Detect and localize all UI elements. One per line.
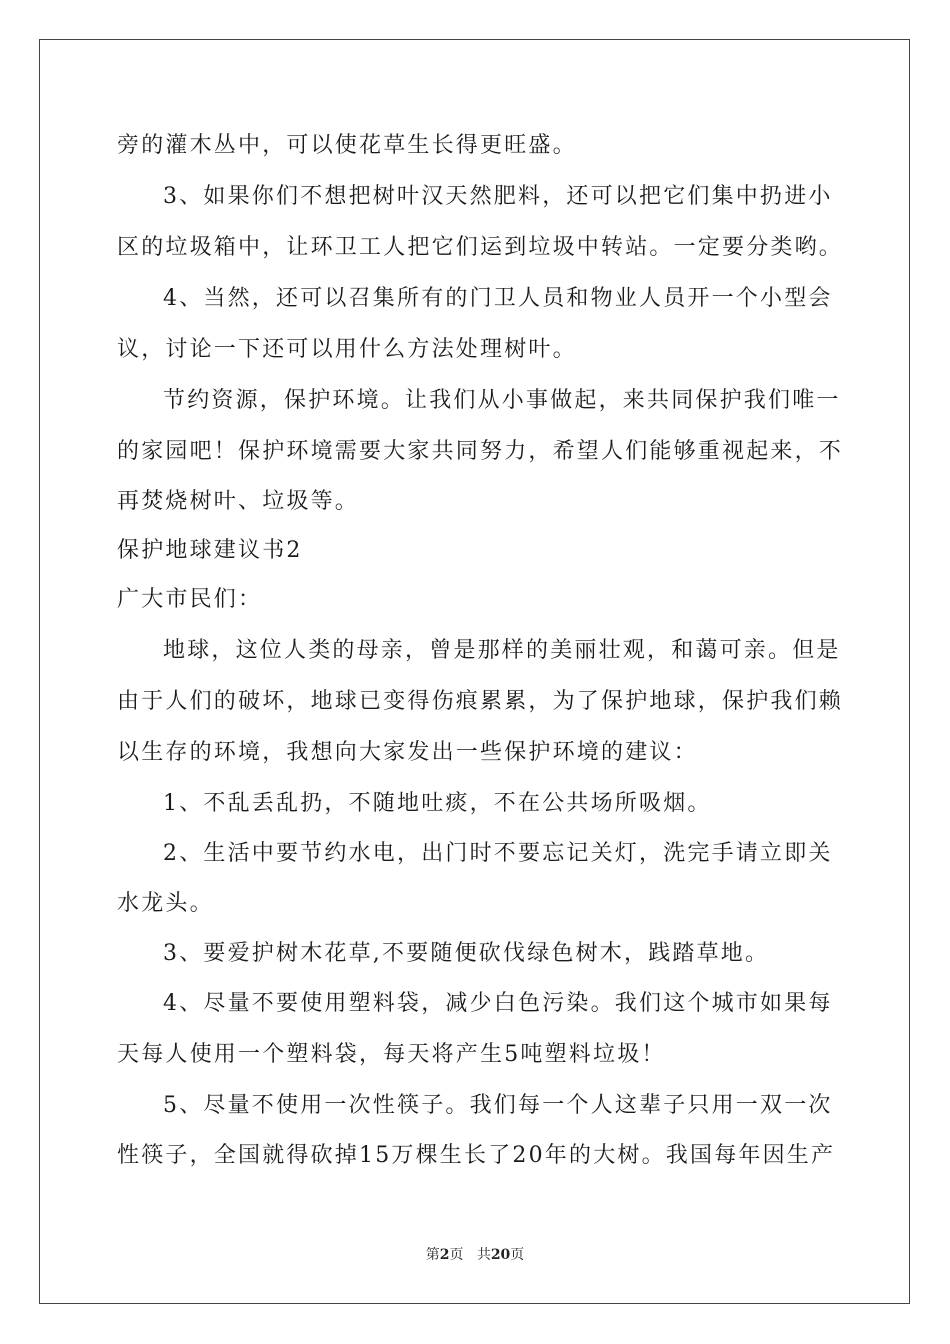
footer-total-suffix: 页 xyxy=(510,1247,525,1263)
footer-prefix: 第 xyxy=(425,1247,440,1263)
text-line: 再焚烧树叶、垃圾等。 xyxy=(117,489,360,514)
text-line: 节约资源，保护环境。让我们从小事做起，来共同保护我们唯一 xyxy=(163,388,841,413)
text-line: 3、要爱护树木花草,不要随便砍伐绿色树木，践踏草地。 xyxy=(163,941,770,966)
text-line: 区的垃圾箱中，让环卫工人把它们运到垃圾中转站。一定要分类哟。 xyxy=(117,235,844,260)
text-line: 水龙头。 xyxy=(117,891,214,916)
text-line: 地球，这位人类的母亲，曾是那样的美丽壮观，和蔼可亲。但是 xyxy=(163,638,841,663)
text-line: 性筷子，全国就得砍掉15万棵生长了20年的大树。我国每年因生产 xyxy=(117,1143,836,1168)
text-line: 1、不乱丢乱扔，不随地吐痰，不在公共场所吸烟。 xyxy=(163,791,712,816)
footer-total-prefix: 共 xyxy=(476,1247,491,1263)
text-line: 2、生活中要节约水电，出门时不要忘记关灯，洗完手请立即关 xyxy=(163,841,833,866)
section-heading: 保护地球建议书2 xyxy=(117,538,303,563)
text-line: 以生存的环境，我想向大家发出一些保护环境的建议： xyxy=(117,740,698,765)
salutation: 广大市民们： xyxy=(117,587,263,612)
text-line: 由于人们的破坏，地球已变得伤痕累累，为了保护地球，保护我们赖 xyxy=(117,689,844,714)
page-footer xyxy=(0,1244,950,1264)
text-line: 议，讨论一下还可以用什么方法处理树叶。 xyxy=(117,337,577,362)
text-line: 的家园吧！保护环境需要大家共同努力，希望人们能够重视起来，不 xyxy=(117,439,844,464)
text-line: 5、尽量不使用一次性筷子。我们每一个人这辈子只用一双一次 xyxy=(163,1093,833,1118)
text-line: 天每人使用一个塑料袋，每天将产生5吨塑料垃圾！ xyxy=(117,1042,666,1067)
current-page-number: 2 xyxy=(439,1247,450,1263)
text-line: 4、尽量不要使用塑料袋，减少白色污染。我们这个城市如果每 xyxy=(163,991,833,1016)
text-line: 4、当然，还可以召集所有的门卫人员和物业人员开一个小型会 xyxy=(163,286,833,311)
total-pages-number: 20 xyxy=(490,1247,511,1263)
text-line: 3、如果你们不想把树叶汉天然肥料，还可以把它们集中扔进小 xyxy=(163,184,833,209)
footer-page-word: 页 xyxy=(449,1247,464,1263)
text-line: 旁的灌木丛中，可以使花草生长得更旺盛。 xyxy=(117,133,577,158)
